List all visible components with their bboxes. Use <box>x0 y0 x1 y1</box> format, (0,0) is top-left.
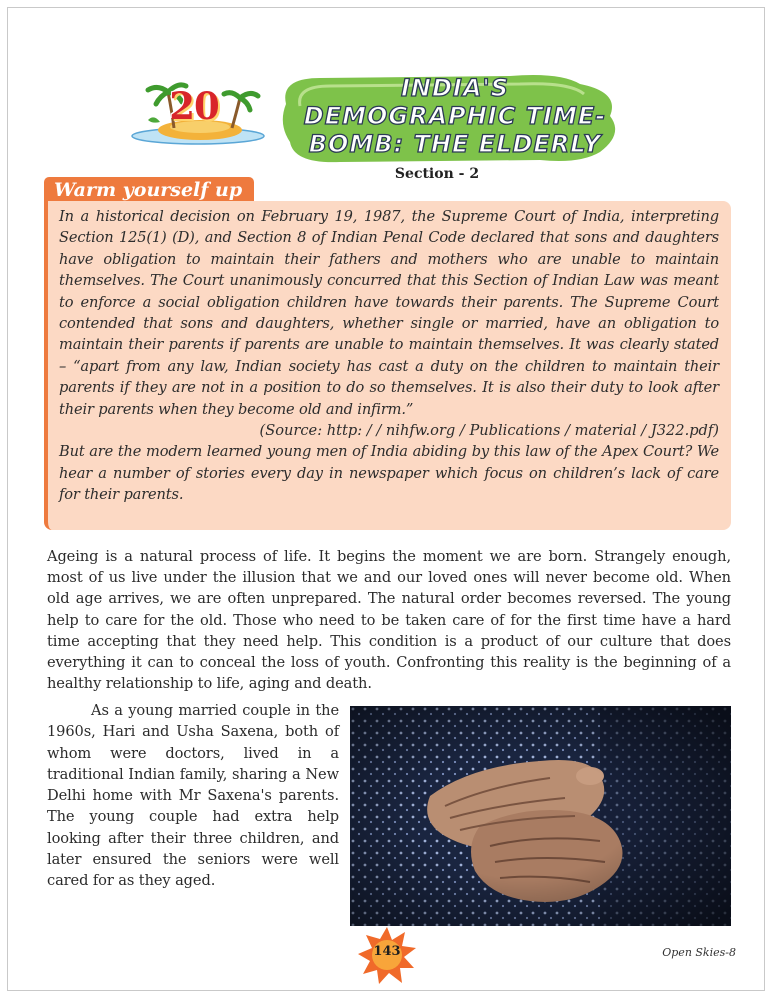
warm-up-paragraph-2: But are the modern learned young men of India abiding by this law of the Apex Court? We hear a number of stories every day in newspaper which focus on children’s lack of care for their parents. <box>59 443 719 504</box>
title-line-3: BOMB: THE ELDERLY <box>308 130 602 158</box>
body-paragraph-2: As a young married couple in the 1960s, Hari and Usha Saxena, both of whom were doctors, lived in a traditional Indian family, sharing a New Delhi home with Mr Saxena's parents. The young couple had extra help looking after their three children, and later ensured the seniors were well cared for as they aged. <box>47 702 339 890</box>
book-title: Open Skies-8 <box>662 946 736 959</box>
warm-up-heading: Warm yourself up <box>44 177 254 204</box>
elderly-hands-photo <box>350 706 731 926</box>
section-label: Section - 2 <box>394 166 480 182</box>
chapter-title <box>280 72 630 164</box>
warm-up-box <box>44 201 731 530</box>
warm-up-source: (Source: http: / / nihfw.org / Publications / material / J322.pdf) <box>259 422 719 440</box>
page-number: 143 <box>373 944 401 959</box>
title-line-1: INDIA'S <box>400 74 510 102</box>
chapter-badge <box>128 72 268 148</box>
body-paragraph-1: Ageing is a natural process of life. It begins the moment we are born. Strangely enough, most of us live under the illusion that we and our loved ones will never become old. When old age arrives, we are often unprepared. The natural order becomes reversed. The young help to care for the old. Those who need to be taken care of for the first time have a hard time accepting that they need help. This condition is a product of our culture that does everything it can to conceal the loss of youth. Confronting this reality is the beginning of a healthy relationship to life, aging and death. <box>47 548 731 693</box>
title-line-2: DEMOGRAPHIC TIME- <box>303 102 607 130</box>
warm-up-paragraph-1: In a historical decision on February 19, 1987, the Supreme Court of India, interpreting Section 125(1) (D), and Section 8 of Indian Penal Code declared that sons and daughters have obligation to maintain their fathers and mothers who are unable to maintain themselves. The Court unanimously concurred that this Section of Indian Law was meant to enforce a social obligation children have towards their parents. The Supreme Court contended that sons and daughters, whether single or married, have an obligation to maintain their parents if parents are unable to maintain themselves. It was clearly stated – “apart from any law, Indian society has cast a duty on the children to maintain their parents if they are not in a position to do so themselves. It is also their duty to look after their parents when they become old and infirm.” <box>59 208 719 418</box>
chapter-number: 20 <box>169 84 219 128</box>
